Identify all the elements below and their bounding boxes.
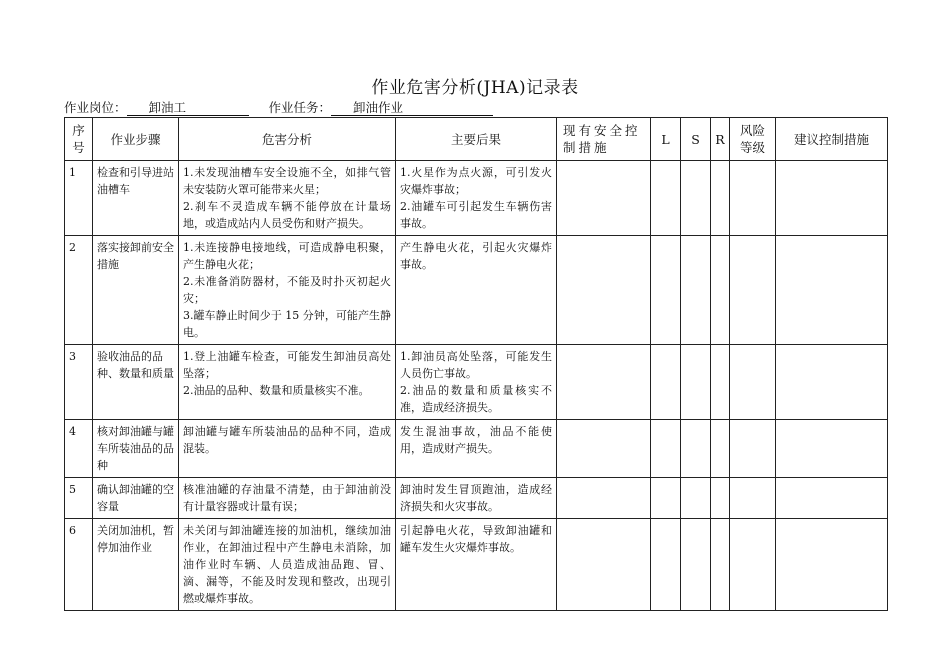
consequence-item: 2.油罐车可引起发生车辆伤害事故。 <box>400 200 552 230</box>
s-cell <box>681 519 711 611</box>
hazard-item: 1.未发现油槽车安全设施不全，如排气管未安装防火罩可能带来火星； <box>183 166 391 196</box>
l-cell <box>651 519 681 611</box>
step-cell: 验收油品的品种、数量和质量 <box>93 345 179 420</box>
table-row <box>65 478 888 519</box>
consequence-item: 引起静电火花，导致卸油罐和罐车发生火灾爆炸事故。 <box>400 524 552 554</box>
consequence-cell <box>396 345 557 420</box>
r-cell <box>711 478 730 519</box>
s-cell <box>681 236 711 345</box>
existing-control-cell <box>557 420 651 478</box>
risk-level-cell <box>730 478 776 519</box>
s-cell <box>681 420 711 478</box>
step-cell: 关闭加油机，暂停加油作业 <box>93 519 179 611</box>
consequence-item: 产生静电火花，引起火灾爆炸事故。 <box>400 241 552 271</box>
hazard-item: 2.刹车不灵造成车辆不能停放在计量场地，或造成站内人员受伤和财产损失。 <box>183 200 391 230</box>
risk-level-cell <box>730 345 776 420</box>
hazard-cell <box>179 420 396 478</box>
table-row <box>65 345 888 420</box>
suggested-control-cell <box>776 519 888 611</box>
meta-line <box>64 98 493 116</box>
header-existing-control: 现有安全控制措施 <box>557 118 651 161</box>
header-step: 作业步骤 <box>93 118 179 161</box>
suggested-control-cell <box>776 478 888 519</box>
task-value: 卸油作业 <box>331 101 493 116</box>
hazard-cell <box>179 161 396 236</box>
hazard-cell <box>179 236 396 345</box>
header-s: S <box>681 118 711 161</box>
consequence-item: 2.油品的数量和质量核实不准，造成经济损失。 <box>400 384 552 414</box>
consequence-item: 1.火星作为点火源，可引发火灾爆炸事故； <box>400 166 552 196</box>
hazard-item: 卸油罐与罐车所装油品的品种不同，造成混装。 <box>183 425 391 455</box>
l-cell <box>651 420 681 478</box>
r-cell <box>711 236 730 345</box>
hazard-item: 2.未准备消防器材，不能及时扑灭初起火灾； <box>183 275 391 305</box>
r-cell <box>711 420 730 478</box>
step-cell: 确认卸油罐的空容量 <box>93 478 179 519</box>
header-risk-level: 风险 等级 <box>730 118 776 161</box>
r-cell <box>711 345 730 420</box>
hazard-item: 1.未连接静电接地线，可造成静电积聚，产生静电火花； <box>183 241 391 271</box>
row-number: 5 <box>65 478 93 519</box>
existing-control-cell <box>557 478 651 519</box>
existing-control-cell <box>557 519 651 611</box>
hazard-item: 未关闭与卸油罐连接的加油机，继续加油作业，在卸油过程中产生静电未消除，加油作业时车辆、人员造成油品跑、冒、滴、漏等，不能及时发现和整改，出现引燃或爆炸事故。 <box>183 524 391 605</box>
table-row <box>65 420 888 478</box>
consequence-cell <box>396 478 557 519</box>
post-label: 作业岗位： <box>64 100 127 115</box>
l-cell <box>651 345 681 420</box>
risk-level-cell <box>730 420 776 478</box>
hazard-cell <box>179 519 396 611</box>
suggested-control-cell <box>776 420 888 478</box>
risk-level-cell <box>730 161 776 236</box>
row-number: 2 <box>65 236 93 345</box>
document-title: 作业危害分析(JHA)记录表 <box>371 78 579 98</box>
s-cell <box>681 345 711 420</box>
header-no: 序 号 <box>65 118 93 161</box>
l-cell <box>651 478 681 519</box>
step-cell: 核对卸油罐与罐车所装油品的品种 <box>93 420 179 478</box>
jha-table <box>64 117 888 611</box>
r-cell <box>711 519 730 611</box>
risk-level-cell <box>730 236 776 345</box>
header-suggested-control: 建议控制措施 <box>776 118 888 161</box>
row-number: 3 <box>65 345 93 420</box>
l-cell <box>651 161 681 236</box>
table-row <box>65 161 888 236</box>
post-value: 卸油工 <box>127 101 249 116</box>
table-row <box>65 519 888 611</box>
hazard-cell <box>179 478 396 519</box>
existing-control-cell <box>557 161 651 236</box>
hazard-cell <box>179 345 396 420</box>
hazard-item: 3.罐车静止时间少于 15 分钟，可能产生静电。 <box>183 309 391 339</box>
suggested-control-cell <box>776 236 888 345</box>
header-hazard: 危害分析 <box>179 118 396 161</box>
hazard-item: 2.油品的品种、数量和质量核实不准。 <box>183 384 370 397</box>
consequence-cell <box>396 420 557 478</box>
consequence-item: 1.卸油员高处坠落，可能发生人员伤亡事故。 <box>400 350 552 380</box>
r-cell <box>711 161 730 236</box>
header-row <box>65 118 888 161</box>
consequence-item: 卸油时发生冒顶跑油，造成经济损失和火灾事故。 <box>400 483 552 513</box>
l-cell <box>651 236 681 345</box>
step-cell: 检查和引导进站油槽车 <box>93 161 179 236</box>
consequence-cell <box>396 519 557 611</box>
consequence-item: 发生混油事故，油品不能使用，造成财产损失。 <box>400 425 552 455</box>
suggested-control-cell <box>776 345 888 420</box>
risk-level-cell <box>730 519 776 611</box>
existing-control-cell <box>557 345 651 420</box>
consequence-cell <box>396 236 557 345</box>
existing-control-cell <box>557 236 651 345</box>
table-row <box>65 236 888 345</box>
row-number: 6 <box>65 519 93 611</box>
suggested-control-cell <box>776 161 888 236</box>
hazard-item: 1.登上油罐车检查，可能发生卸油员高处坠落； <box>183 350 391 380</box>
consequence-cell <box>396 161 557 236</box>
row-number: 1 <box>65 161 93 236</box>
step-cell: 落实接卸前安全措施 <box>93 236 179 345</box>
header-consequence: 主要后果 <box>396 118 557 161</box>
s-cell <box>681 161 711 236</box>
header-l: L <box>651 118 681 161</box>
s-cell <box>681 478 711 519</box>
row-number: 4 <box>65 420 93 478</box>
header-r: R <box>711 118 730 161</box>
hazard-item: 核准油罐的存油量不清楚，由于卸油前没有计量容器或计量有误； <box>183 483 391 513</box>
task-label: 作业任务： <box>268 100 332 115</box>
